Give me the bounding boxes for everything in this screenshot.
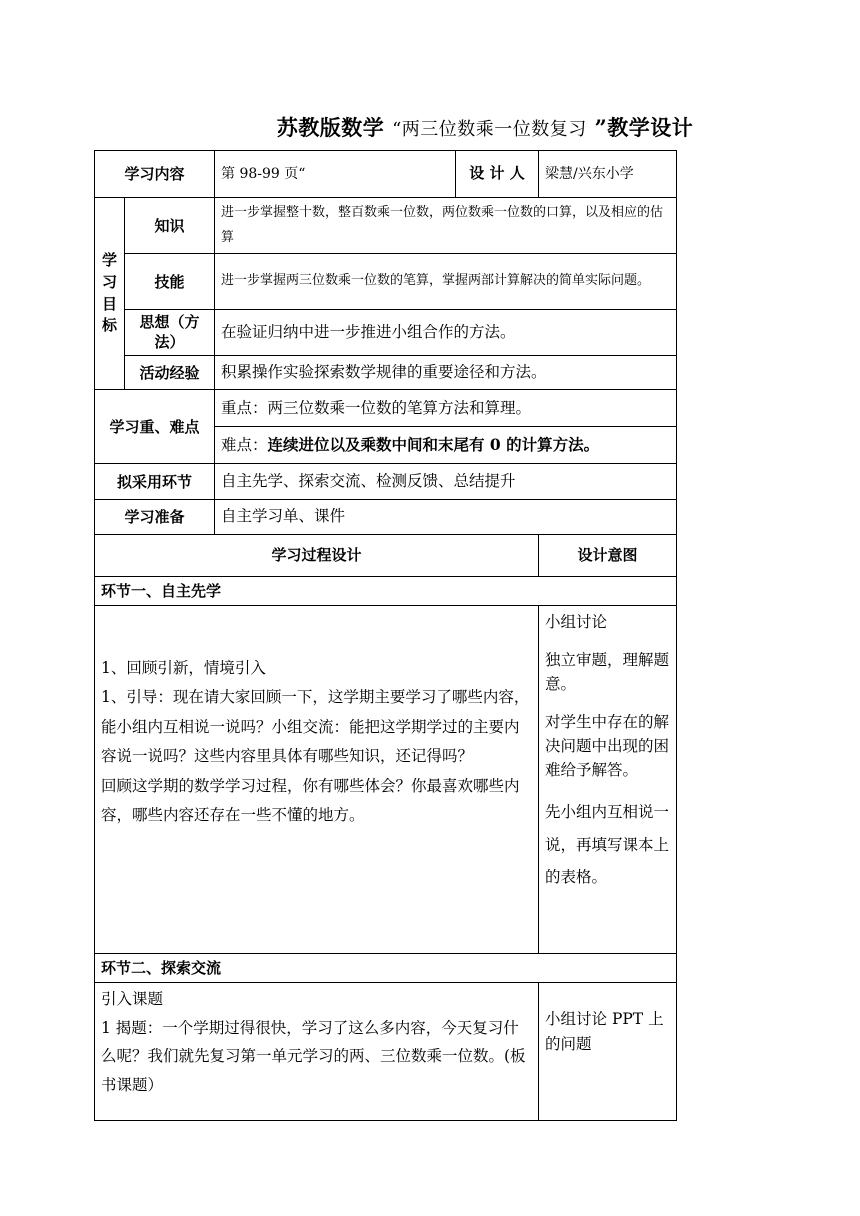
objective-label: 技能	[125, 254, 215, 310]
process-header-row	[95, 534, 677, 576]
title-suffix: 教学设计	[607, 115, 694, 140]
section1-note: 对学生中存在的解决问题中出现的困难给予解答。	[545, 712, 670, 779]
method-value: 自主先学、探索交流、检测反馈、总结提升	[215, 464, 677, 500]
objectives-group-cell	[95, 198, 125, 390]
section2-note: 小组讨论 PPT 上的问题	[539, 982, 677, 1120]
section2-title: 环节二、探索交流	[95, 953, 677, 982]
content-label: 学习内容	[95, 151, 215, 198]
section2-body-row	[95, 982, 677, 1120]
section1-paragraph: 回顾这学期的数学学习过程，你有哪些体会？你最喜欢哪些内容，哪些内容还存在一些不懂的地方。	[101, 776, 520, 825]
section1-body-row	[95, 605, 677, 953]
method-label: 拟采用环节	[95, 464, 215, 500]
objective-text: 进一步掌握整十数，整百数乘一位数，两位数乘一位数的口算，以及相应的估算	[215, 198, 677, 254]
prep-label: 学习准备	[95, 500, 215, 534]
objective-text: 在验证归纳中进一步推进小组合作的方法。	[215, 310, 677, 356]
objective-row	[95, 198, 677, 254]
prep-row	[95, 500, 677, 534]
key-points-label: 学习重、难点	[95, 390, 215, 464]
section1-content	[95, 605, 539, 953]
key-point-text: 重点：两三位数乘一位数的笔算方法和算理。	[215, 390, 677, 427]
lesson-plan-table	[94, 150, 677, 1121]
title-prefix: 苏教版数学	[276, 115, 385, 140]
section1-note: 独立审题，理解题意。	[545, 650, 670, 693]
section1-paragraph: 1、引导：现在请大家回顾一下，这学期主要学习了哪些内容，能小组内互相说一说吗？小组交流：能把这学期学过的主要内容说一说吗？这些内容里具体有哪些知识，还记得吗？	[101, 688, 530, 766]
prep-value: 自主学习单、课件	[215, 500, 677, 534]
title-topic: 两三位数乘一位数复习	[401, 119, 587, 140]
info-row	[95, 151, 677, 198]
objective-label: 知识	[125, 198, 215, 254]
section2-content	[95, 982, 539, 1120]
difficult-point-cell	[215, 427, 677, 464]
objective-row	[95, 254, 677, 310]
section2-subtitle: 引入课题	[101, 989, 164, 1008]
section1-notes	[539, 605, 677, 953]
designer-value: 梁慧/兴东小学	[539, 151, 677, 198]
difficult-point-text: 连续进位以及乘数中间和末尾有 0 的计算方法。	[267, 435, 600, 455]
objective-text: 积累操作实验探索数学规律的重要途径和方法。	[215, 356, 677, 390]
section2-paragraph: 1 揭题：一个学期过得很快，学习了这么多内容，今天复习什么呢？我们就先复习第一单元学习的两、三位数乘一位数。(板书课题）	[101, 1018, 526, 1094]
difficult-point-prefix: 难点：	[221, 436, 268, 455]
designer-label: 设 计 人	[456, 151, 539, 198]
title-close-quote: ”	[594, 115, 608, 140]
objective-text: 进一步掌握两三位数乘一位数的笔算，掌握两部计算解决的简单实际问题。	[215, 254, 677, 310]
section1-note: 小组讨论	[545, 612, 608, 631]
key-point-row	[95, 390, 677, 427]
section1-note: 先小组内互相说一说，再填写课本上的表格。	[545, 802, 670, 887]
objective-label: 活动经验	[125, 356, 215, 390]
process-header-right: 设计意图	[539, 534, 677, 576]
method-row	[95, 464, 677, 500]
page-title	[0, 112, 860, 142]
section1-subtitle: 1、回顾引新，情境引入	[101, 658, 266, 677]
process-header-left: 学习过程设计	[95, 534, 539, 576]
section-title-row	[95, 953, 677, 982]
section1-title: 环节一、自主先学	[95, 576, 677, 605]
objective-row	[95, 356, 677, 390]
objective-row	[95, 310, 677, 356]
objective-label: 思想（方法）	[125, 310, 215, 356]
title-open-quote: “	[392, 119, 402, 140]
objectives-group-label: 学习目标	[101, 251, 117, 335]
content-value: 第 98-99 页“	[215, 151, 456, 198]
section-title-row	[95, 576, 677, 605]
